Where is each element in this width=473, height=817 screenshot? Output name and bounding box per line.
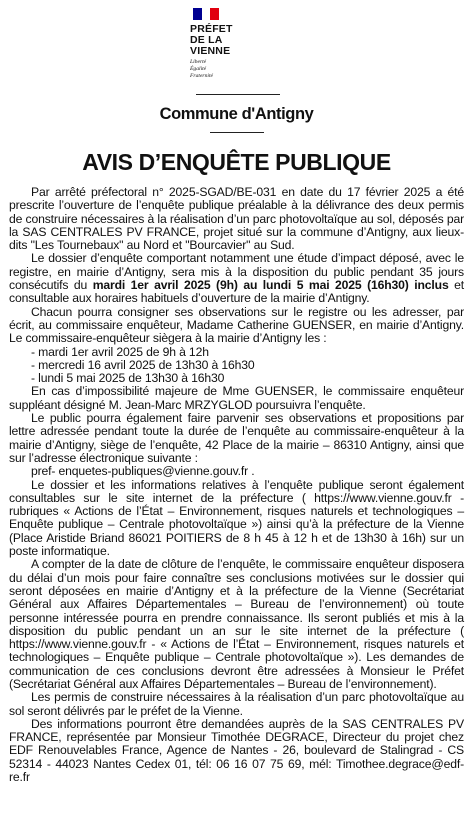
paragraph: - lundi 5 mai 2025 de 13h30 à 16h30 [31,371,225,386]
paragraph: Par arrêté préfectoral n° 2025-SGAD/BE-031 en date du 17 février 2025 a été prescrite l’ouverture de l’enquête publique préalable à la délivrance des deux permis de construire nécessaires à la réalisation d’un parc photovoltaïque au sol, déposés par la SAS CENTRALES PV FRANCE, projet situé sur la commune d’Antigny, aux lieux-dits "Les Tournebaux" au Nord et "Bourcavier" au Sud. [9,185,464,253]
paragraph: Chacun pourra consigner ses observations sur le registre ou les adresser, par écrit, au commissaire enquêteur, Madame Catherine GUENSER, en mairie d’Antigny. Le commissaire-enquêteur siègera à la mairie d’Antigny les : [9,304,464,346]
paragraph: En cas d’impossibilité majeure de Mme GUENSER, le commissaire enquêteur suppléant désigné M. Jean-Marc MRZYGLOD poursuivra l’enquête. [9,384,464,412]
flag-red-band [210,8,219,20]
paragraph: Les permis de construire nécessaires à la réalisation d’un parc photovoltaïque au sol seront délivrés par le préfet de la Vienne. [9,690,464,718]
paragraph: A compter de la date de clôture de l’enquête, le commissaire enquêteur disposera du délai d’un mois pour faire connaître ses conclusions motivées sur le dossier qui seront déposées en mairie d’Antigny et à la préfecture de la Vienne (Secrétariat Général aux Affaires Départementales – Bureau de l’environnement) où toute personne intéressée pourra en prendre connaissance. Ils seront publiés et mis à la disposition du public pendant un an sur le site internet de la préfecture ( https://www.vienne.gouv.fr - « Actions de l’État – Environnement, risques naturels et technologiques – Enquête publique – Centrale photovoltaïque »). Les demandes de communication de ces conclusions devront être adressées à Monsieur le Préfet (Secrétariat Général aux Affaires Départementales – Bureau de l’environnement). [9,557,464,691]
motto-liberte: Liberté [190,59,207,65]
notice-title: AVIS D’ENQUÊTE PUBLIQUE [82,149,391,175]
tricolor-flag-icon [193,8,219,20]
paragraph [9,252,464,305]
prefecture-logo [190,8,260,79]
flag-blue-band [193,8,202,20]
enquiry-dates: mardi 1er avril 2025 (9h) au lundi 5 mai 2025 (16h30) inclus [92,278,449,293]
paragraph-text: Le dossier d’enquête comportant notamment une étude d’impact déposé, avec le registre, en mairie d’Antigny, sera mis à la disposition du public pendant 35 jours consécutifs du [9,251,464,293]
top-divider [196,94,280,95]
paragraph: Des informations pourront être demandées auprès de la SAS CENTRALES PV FRANCE, représentée par Monsieur Timothée DEGRACE, Directeur du projet chez EDF Renouvelables France, Agence de Nantes - 26, boulevard de Stalingrad - CS 52314 - 44023 Nantes Cedex 01, tél: 06 16 07 75 69, mél: Timothee.degrace@edf-re.fr [9,716,464,785]
notice-body [9,186,464,784]
paragraph: - mardi 1er avril 2025 de 9h à 12h [31,344,209,359]
paragraph: pref- enquetes-publiques@vienne.gouv.fr . [31,464,255,479]
prefet-line-2: DE LA VIENNE [190,34,231,57]
paragraph: Le public pourra également faire parvenir ses observations et propositions par lettre adressée pendant toute la durée de l’enquête au commissaire-enquêteur à la mairie d’Antigny, siège de l’enquête, 42 Place de la mairie – 86310 Antigny, ainsi que sur l’adresse électronique suivante : [9,411,464,465]
motto-egalite: Égalité [190,66,207,72]
commune-name: Commune d'Antigny [159,105,314,123]
paragraph: Le dossier et les informations relatives à l’enquête publique seront également consultables sur le site internet de la préfecture ( https://www.vienne.gouv.fr - rubriques « Actions de l’État – Environnement, risques naturels et technologiques – Enquête publique – Centrale photovoltaïque ») ainsi qu’à la préfecture de la Vienne (Place Aristide Briand 86021 POITIERS de 8 h 45 à 12 h et de 13h30 à 16h) sur un poste informatique. [9,477,464,559]
paragraph: - mercredi 16 avril 2025 de 13h30 à 16h30 [31,357,255,372]
prefet-line-1: PRÉFET [190,23,233,35]
paragraph-text: et consultable aux horaires habituels d’ouverture de la mairie d’Antigny. [9,278,464,306]
flag-white-band [202,8,211,20]
middle-divider [210,132,264,133]
motto-fraternite: Fraternité [190,73,213,79]
